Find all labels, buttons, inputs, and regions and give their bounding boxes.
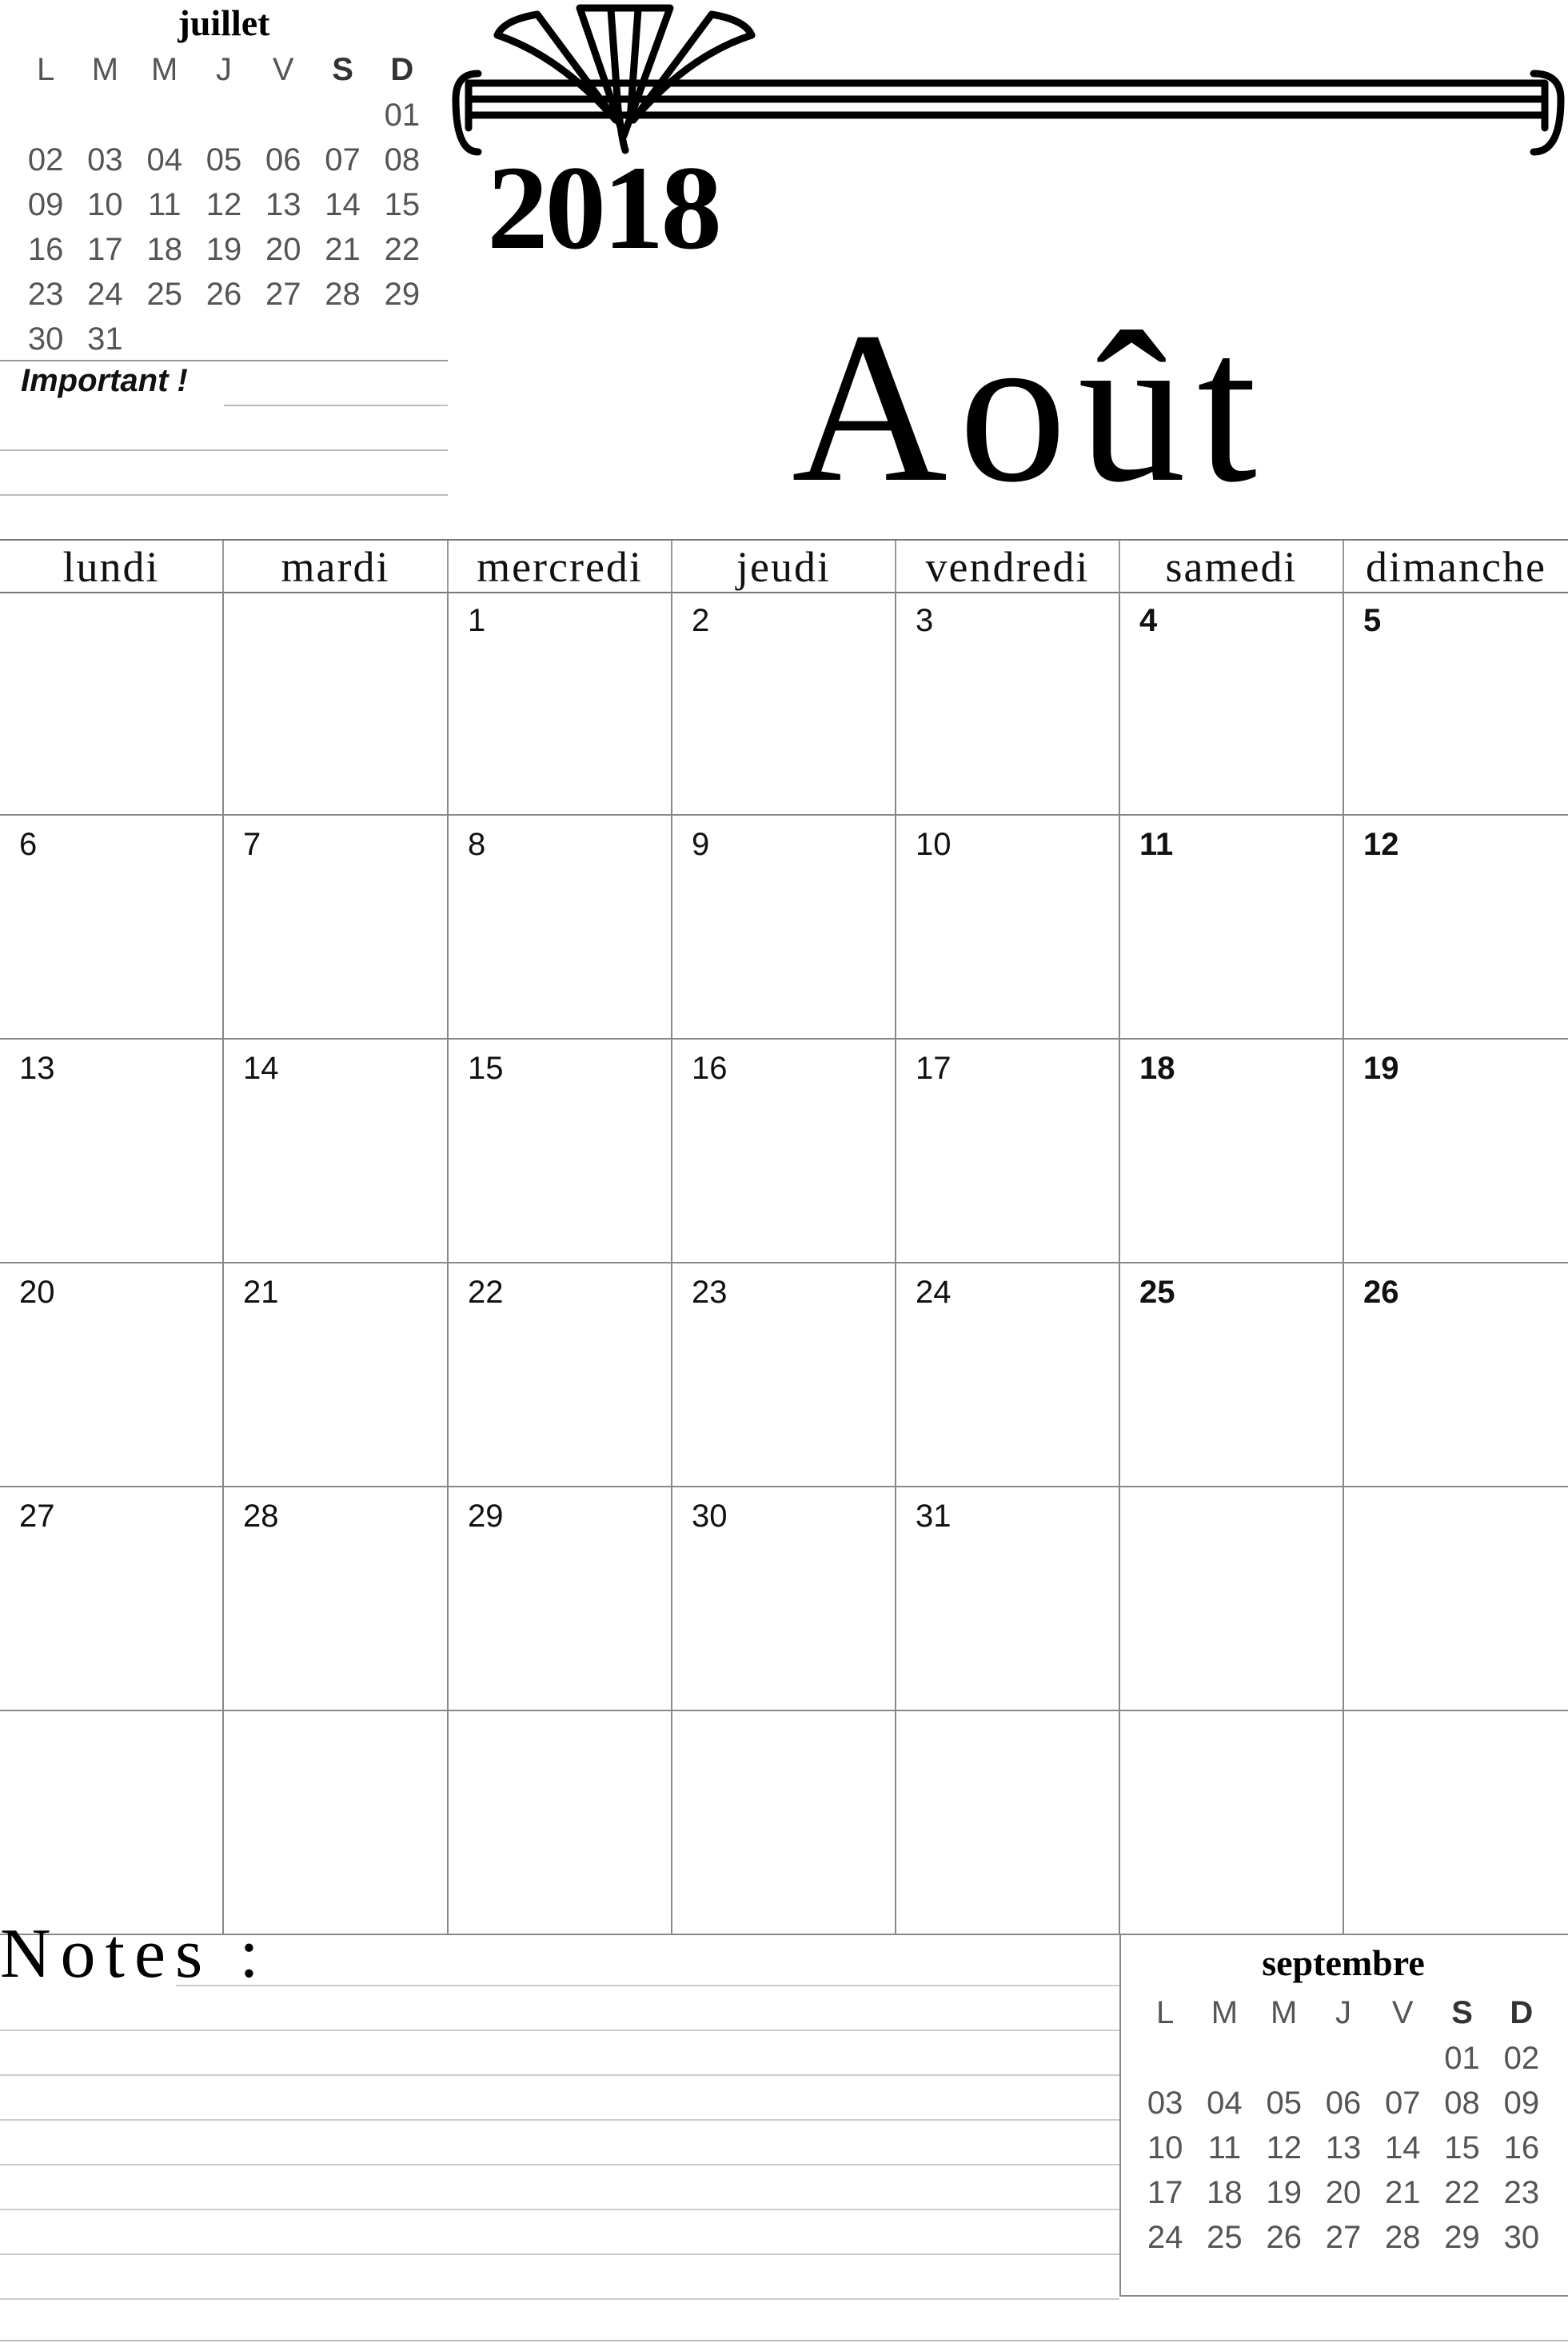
day-cell[interactable] [0,1711,224,1935]
weekday-header-vendredi: vendredi [896,541,1120,592]
mini-calendar-day: 10 [87,186,123,222]
divider [0,360,448,361]
mini-calendar-july [16,0,432,360]
mini-calendar-day: 21 [1385,2174,1421,2210]
day-cell[interactable] [1344,1711,1568,1935]
day-cell[interactable] [672,1711,896,1935]
important-line [224,405,448,406]
mini-calendar-day [313,317,372,361]
day-cell[interactable] [449,816,672,1040]
day-cell[interactable] [896,1263,1120,1487]
mini-calendar-day [75,93,134,138]
day-cell[interactable] [224,1711,449,1935]
mini-calendar-day: 30 [27,321,64,357]
day-number: 17 [916,1051,952,1086]
day-number: 8 [468,827,486,862]
mini-calendar-day: 19 [205,231,242,267]
weekday-label: V [272,51,294,87]
mini-calendar-day: 17 [87,231,123,267]
day-number: 29 [468,1499,504,1534]
day-cell[interactable] [896,1711,1120,1935]
mini-calendar-table [1135,1990,1551,2260]
mini-calendar-day: 21 [325,231,361,267]
mini-calendar-day: 20 [1325,2174,1362,2210]
art-deco-ornament-icon [448,0,1567,164]
mini-calendar-day: 27 [265,276,301,312]
mini-calendar-day [194,93,253,138]
day-number: 11 [1139,827,1174,862]
mini-calendar-week [1135,2170,1551,2215]
mini-calendar-day: 14 [325,186,361,222]
day-cell[interactable] [449,592,672,816]
mini-calendar-day: 28 [325,276,361,312]
mini-calendar-day [16,93,75,138]
mini-calendar-day: 20 [265,231,301,267]
mini-calendar-day: 12 [205,186,242,222]
mini-calendar-day [1255,2036,1314,2081]
day-cell[interactable] [672,1487,896,1711]
day-number: 30 [692,1499,728,1534]
day-cell[interactable] [1344,1040,1568,1263]
mini-calendar-week [16,182,432,227]
notes-line [176,1985,1119,1986]
day-number: 5 [1363,603,1382,638]
day-cell[interactable] [672,816,896,1040]
mini-calendar-day: 07 [1385,2085,1421,2121]
day-cell[interactable] [224,1263,449,1487]
day-cell[interactable] [224,1040,449,1263]
important-label: Important ! [21,363,188,398]
weekday-header-jeudi: jeudi [672,541,896,592]
day-number: 12 [1363,827,1399,862]
day-cell[interactable] [0,592,224,816]
mini-calendar-day: 28 [1385,2219,1421,2255]
day-cell[interactable] [1120,1487,1344,1711]
weekday-label: S [332,51,353,87]
day-number: 26 [1363,1275,1399,1310]
day-cell[interactable] [1344,1263,1568,1487]
mini-calendar-day: 06 [265,142,301,178]
bottom-line [0,2340,1568,2341]
notes-line [0,2209,1119,2210]
mini-calendar-day [313,93,372,138]
mini-calendar-day: 02 [27,142,64,178]
mini-calendar-day: 15 [384,186,421,222]
mini-calendar-day [253,93,313,138]
day-number: 21 [243,1275,279,1310]
mini-calendar-table [16,46,432,361]
mini-calendar-day: 14 [1385,2129,1421,2165]
mini-calendar-day: 01 [384,97,421,133]
weekday-header-mercredi: mercredi [449,541,672,592]
mini-calendar-day: 08 [1444,2085,1480,2121]
day-number: 31 [916,1499,952,1534]
day-cell[interactable] [1344,816,1568,1040]
weekday-label: M [1211,1994,1239,2030]
mini-calendar-day: 25 [146,276,182,312]
weekday-header-samedi: samedi [1120,541,1344,592]
day-cell[interactable] [672,1263,896,1487]
day-number: 18 [1139,1051,1175,1086]
important-line [0,494,448,496]
mini-calendar-day: 29 [1444,2219,1480,2255]
day-number: 27 [19,1499,55,1534]
mini-calendar-day: 01 [1444,2040,1480,2076]
day-number: 19 [1363,1051,1399,1086]
mini-calendar-day: 30 [1503,2219,1540,2255]
day-number: 23 [692,1275,728,1310]
day-cell[interactable] [224,592,449,816]
mini-calendar-day: 26 [1266,2219,1302,2255]
day-number: 16 [692,1051,728,1086]
day-cell[interactable] [0,816,224,1040]
day-number: 25 [1139,1275,1175,1310]
day-cell[interactable] [449,1487,672,1711]
day-number: 3 [916,603,934,638]
mini-calendar-day: 09 [27,186,64,222]
mini-calendar-day: 26 [205,276,242,312]
day-cell[interactable] [896,1487,1120,1711]
mini-calendar-day: 03 [87,142,123,178]
day-cell[interactable] [449,1711,672,1935]
day-cell[interactable] [672,592,896,816]
mini-calendar-day: 18 [146,231,182,267]
mini-calendar-day: 05 [205,142,242,178]
day-number: 9 [692,827,710,862]
mini-calendar-day: 02 [1503,2040,1540,2076]
weekday-header-mardi: mardi [224,541,449,592]
notes-line [0,2298,1119,2300]
mini-calendar-day [1135,2036,1195,2081]
weekday-label: D [1510,1994,1534,2030]
weekday-label: M [151,51,178,87]
mini-calendar-day: 11 [1207,2129,1242,2165]
mini-calendar-day: 03 [1147,2085,1183,2121]
day-cell[interactable] [1120,1263,1344,1487]
mini-calendar-day: 24 [1147,2219,1183,2255]
weekday-label: J [215,51,232,87]
mini-calendar-day [135,93,194,138]
mini-calendar-day: 08 [384,142,421,178]
mini-calendar-day: 24 [87,276,123,312]
mini-calendar-day [194,317,253,361]
day-cell[interactable] [0,1040,224,1263]
mini-calendar-day: 19 [1266,2174,1302,2210]
day-cell[interactable] [1344,592,1568,816]
mini-calendar-week [16,93,432,138]
mini-calendar-day [1195,2036,1254,2081]
mini-calendar-day: 15 [1444,2129,1480,2165]
day-cell[interactable] [0,1263,224,1487]
weekday-label: L [37,51,55,87]
mini-calendar-day: 29 [384,276,421,312]
mini-calendar-week [16,138,432,182]
weekday-label: M [91,51,119,87]
mini-calendar-day: 27 [1325,2219,1362,2255]
mini-calendar-day: 31 [87,321,123,357]
weekday-label: V [1391,1994,1414,2030]
day-number: 7 [243,827,261,862]
mini-calendar-day: 25 [1207,2219,1243,2255]
mini-calendar-day: 23 [27,276,64,312]
year-heading: 2018 [487,142,719,274]
mini-calendar-day: 04 [1207,2085,1243,2121]
notes-heading: Notes : [0,1915,269,1993]
day-number: 10 [916,827,952,862]
day-cell[interactable] [896,1040,1120,1263]
notes-line [0,2253,1119,2255]
mini-calendar-week [16,227,432,272]
day-cell[interactable] [1120,1711,1344,1935]
mini-calendar-day: 05 [1266,2085,1302,2121]
mini-calendar-day: 11 [147,186,182,222]
mini-calendar-week [16,317,432,361]
weekday-header-dimanche: dimanche [1366,543,1546,591]
mini-calendar-day [373,317,432,361]
day-cell[interactable] [0,1487,224,1711]
day-cell[interactable] [672,1040,896,1263]
weekday-label: L [1156,1994,1175,2030]
day-cell[interactable] [449,1263,672,1487]
mini-calendar-day: 09 [1503,2085,1540,2121]
weekday-header-lundi: lundi [0,541,224,592]
mini-calendar-september [1135,1935,1551,2295]
day-number: 20 [19,1275,55,1310]
day-number: 22 [468,1275,504,1310]
mini-calendar-day [253,317,313,361]
day-cell[interactable] [224,816,449,1040]
day-number: 4 [1139,603,1158,638]
day-number: 6 [19,827,38,862]
day-cell[interactable] [1120,592,1344,816]
important-line [0,449,448,451]
mini-calendar-week [16,272,432,317]
mini-calendar-week [1135,2125,1551,2170]
day-cell[interactable] [224,1487,449,1711]
notes-line [0,2164,1119,2165]
mini-calendar-day: 12 [1266,2129,1302,2165]
mini-calendar-day: 06 [1325,2085,1362,2121]
day-cell[interactable] [1120,1040,1344,1263]
mini-calendar-day: 07 [325,142,361,178]
mini-calendar-day [1373,2036,1432,2081]
mini-calendar-week [1135,2081,1551,2125]
mini-calendar-day [135,317,194,361]
day-cell[interactable] [896,592,1120,816]
weekday-label: S [1451,1994,1473,2030]
notes-line [0,2119,1119,2121]
mini-calendar-title: juillet [178,2,270,43]
day-cell[interactable] [896,816,1120,1040]
day-number: 24 [916,1275,952,1310]
mini-calendar-day: 18 [1207,2174,1243,2210]
day-number: 1 [468,603,486,638]
mini-calendar-day: 16 [1503,2129,1540,2165]
day-number: 28 [243,1499,279,1534]
day-number: 2 [692,603,710,638]
weekday-label: D [390,51,414,87]
notes-line [0,2074,1119,2076]
mini-calendar-day: 22 [384,231,421,267]
day-number: 15 [468,1051,504,1086]
day-cell[interactable] [1120,816,1344,1040]
day-number: 13 [19,1051,55,1086]
day-cell[interactable] [449,1040,672,1263]
weekday-label: J [1335,1994,1351,2030]
mini-calendar-day: 13 [265,186,301,222]
notes-line [0,2030,1119,2031]
mini-calendar-day: 17 [1147,2174,1183,2210]
mini-calendar-title: septembre [1262,1942,1425,1983]
mini-calendar-day: 16 [27,231,64,267]
mini-calendar-day: 23 [1503,2174,1540,2210]
day-cell[interactable] [1344,1487,1568,1711]
mini-calendar-day [1314,2036,1373,2081]
day-number: 14 [243,1051,279,1086]
month-heading: Août [792,288,1268,527]
mini-calendar-day: 10 [1147,2129,1183,2165]
mini-calendar-day: 22 [1444,2174,1480,2210]
mini-calendar-week [1135,2036,1551,2081]
mini-calendar-week [1135,2215,1551,2260]
weekday-header-row [0,539,1568,593]
weekday-label: M [1271,1994,1298,2030]
mini-calendar-day: 13 [1325,2129,1362,2165]
mini-calendar-day: 04 [146,142,182,178]
